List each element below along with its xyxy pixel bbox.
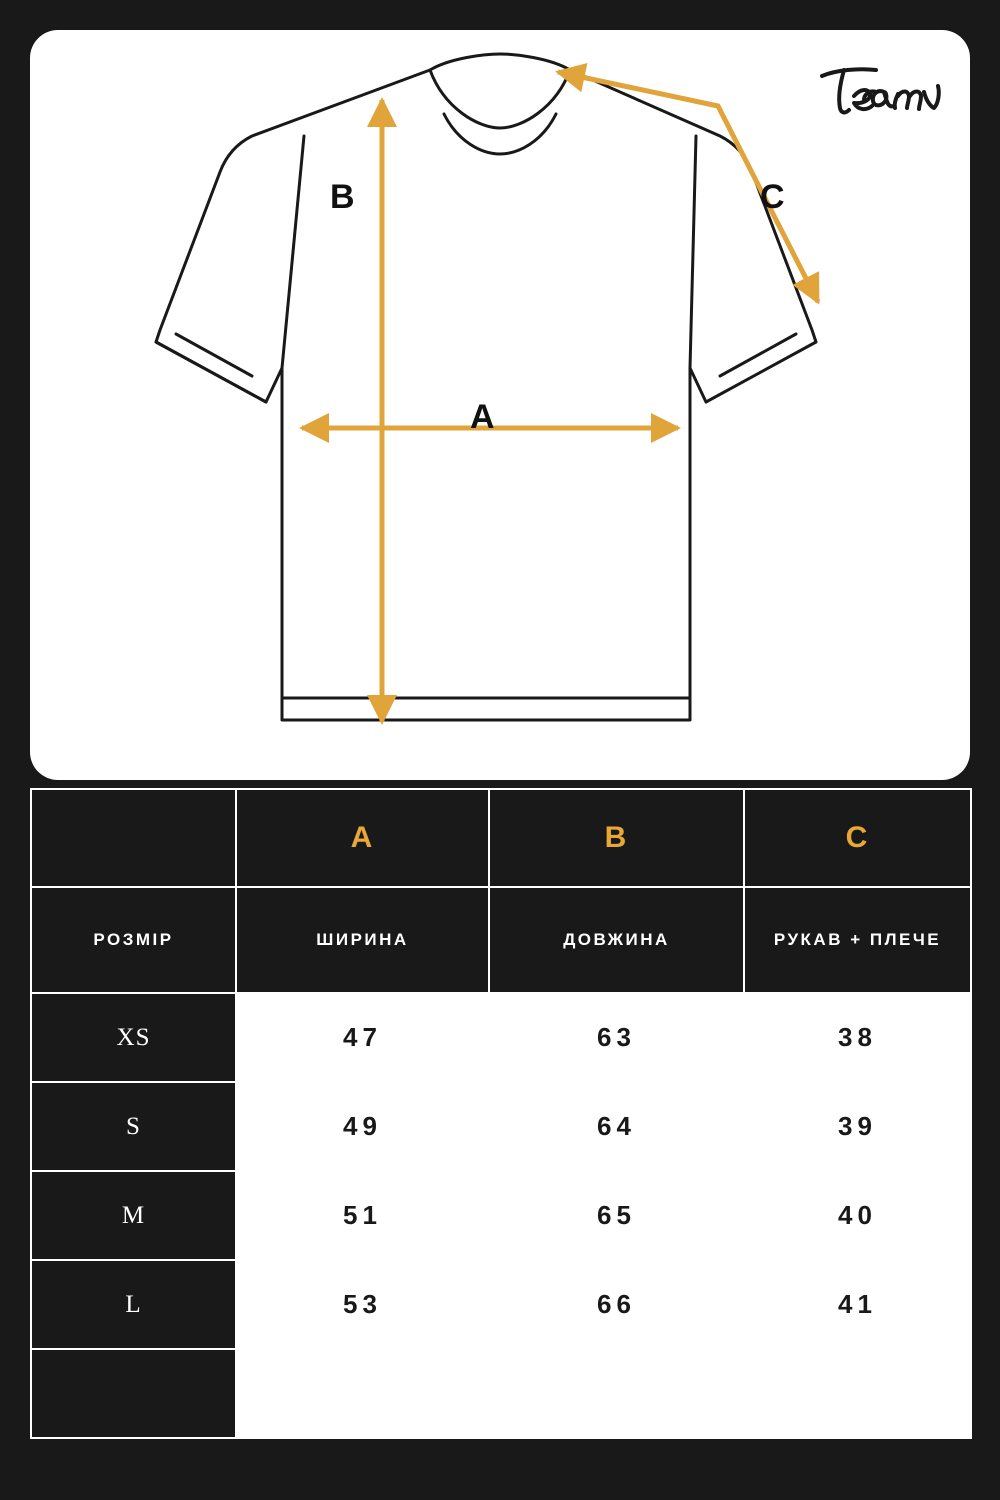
cell-sleeve: 38 bbox=[744, 993, 971, 1082]
tshirt-diagram bbox=[30, 30, 970, 780]
table-row bbox=[31, 1171, 971, 1260]
column-header-width: ШИРИНА bbox=[236, 887, 489, 993]
cell-length: 66 bbox=[489, 1260, 744, 1349]
letter-header-a: A bbox=[236, 789, 489, 887]
cell-sleeve bbox=[744, 1349, 971, 1438]
table-header-row bbox=[31, 887, 971, 993]
column-header-sleeve-shoulder: РУКАВ + ПЛЕЧЕ bbox=[744, 887, 971, 993]
cell-sleeve: 40 bbox=[744, 1171, 971, 1260]
diagram-label-b: B bbox=[330, 178, 355, 216]
cell-sleeve: 41 bbox=[744, 1260, 971, 1349]
diagram-label-c: C bbox=[760, 178, 785, 216]
cell-size: L bbox=[31, 1260, 236, 1349]
column-header-size: РОЗМІР bbox=[31, 887, 236, 993]
cell-length: 65 bbox=[489, 1171, 744, 1260]
size-table bbox=[30, 788, 972, 1439]
table-row-empty bbox=[31, 1349, 971, 1438]
cell-size: S bbox=[31, 1082, 236, 1171]
cell-width: 47 bbox=[236, 993, 489, 1082]
table-letter-header-row bbox=[31, 789, 971, 887]
cell-length bbox=[489, 1349, 744, 1438]
letter-header-c: C bbox=[744, 789, 971, 887]
table-row bbox=[31, 1260, 971, 1349]
cell-width bbox=[236, 1349, 489, 1438]
diagram-panel bbox=[30, 30, 970, 780]
cell-length: 64 bbox=[489, 1082, 744, 1171]
cell-size: M bbox=[31, 1171, 236, 1260]
cell-size bbox=[31, 1349, 236, 1438]
measure-arrows bbox=[302, 72, 818, 722]
letter-header-b: B bbox=[489, 789, 744, 887]
diagram-label-a: A bbox=[470, 398, 495, 436]
table-row bbox=[31, 993, 971, 1082]
table-corner-cell bbox=[31, 789, 236, 887]
table-row bbox=[31, 1082, 971, 1171]
cell-width: 51 bbox=[236, 1171, 489, 1260]
cell-width: 53 bbox=[236, 1260, 489, 1349]
tshirt-outline bbox=[156, 54, 816, 720]
teamv-logo-icon bbox=[814, 56, 944, 126]
column-header-length: ДОВЖИНА bbox=[489, 887, 744, 993]
cell-sleeve: 39 bbox=[744, 1082, 971, 1171]
cell-size: XS bbox=[31, 993, 236, 1082]
cell-length: 63 bbox=[489, 993, 744, 1082]
cell-width: 49 bbox=[236, 1082, 489, 1171]
